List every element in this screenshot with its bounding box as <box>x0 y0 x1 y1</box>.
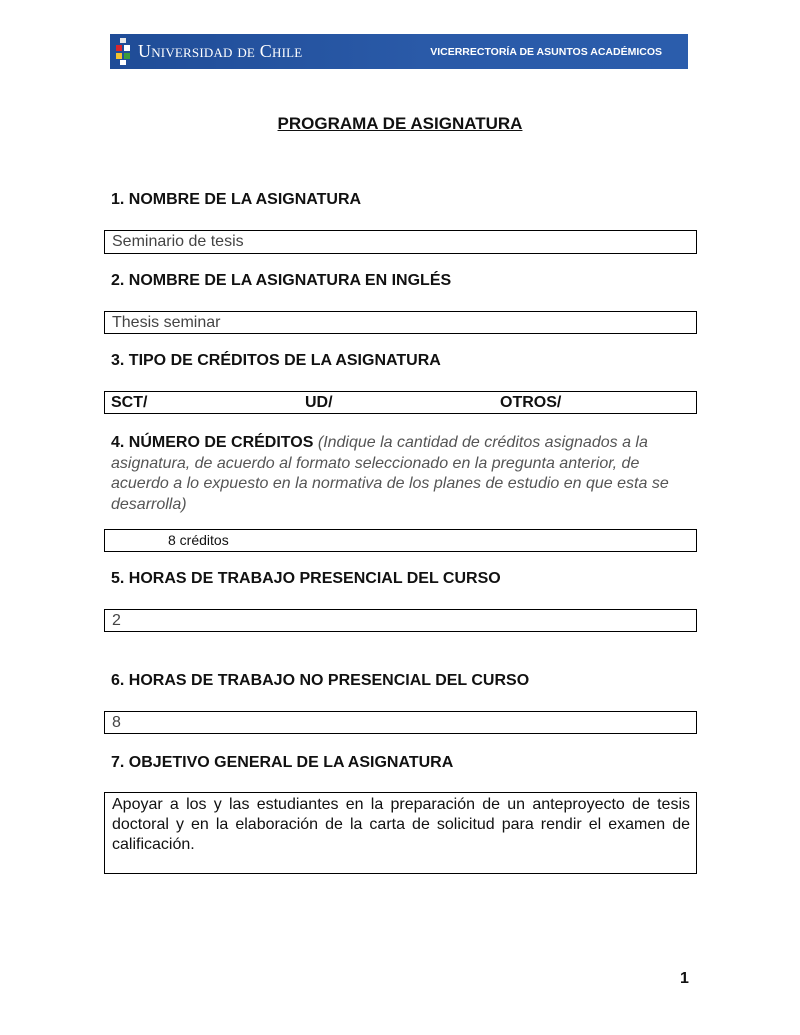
page-title: PROGRAMA DE ASIGNATURA <box>277 114 523 133</box>
section-4-title: 4. NÚMERO DE CRÉDITOS <box>111 434 314 451</box>
section-3-heading: 3. TIPO DE CRÉDITOS DE LA ASIGNATURA <box>111 352 441 369</box>
credits-number-value: 8 créditos <box>168 532 229 548</box>
in-person-hours-field <box>104 609 697 632</box>
header-banner <box>110 34 688 69</box>
section-5-heading: 5. HORAS DE TRABAJO PRESENCIAL DEL CURSO <box>111 570 501 587</box>
course-name-value: Seminario de tesis <box>112 233 244 250</box>
course-name-english-value: Thesis seminar <box>112 314 221 331</box>
section-2-heading: 2. NOMBRE DE LA ASIGNATURA EN INGLÉS <box>111 272 452 289</box>
credit-type-field <box>104 391 697 414</box>
course-name-english-field <box>104 311 697 334</box>
non-presential-hours-field <box>104 711 697 734</box>
university-name: Universidad de Chile <box>138 41 303 61</box>
section-4-note: (Indique la cantidad de créditos asignados a la asignatura, de acuerdo al formato seleccionado en la pregunta anterior, de acuerdo a lo expuesto en la normativa de los planes de estudio en que esta se desarrolla) <box>111 434 669 513</box>
general-objective-field: Apoyar a los y las estudiantes en la preparación de un anteproyecto de tesis doctoral y en la elaboración de la carta de solicitud para rendir el examen de calificación. <box>104 792 697 874</box>
course-name-field <box>104 230 697 254</box>
non-presential-hours-value: 8 <box>112 714 121 731</box>
section-4-heading <box>111 433 691 515</box>
section-6-heading: 6. HORAS DE TRABAJO NO PRESENCIAL DEL CURSO <box>111 672 530 689</box>
vicerrectoria-name: VICERRECTORÍA DE ASUNTOS ACADÉMICOS <box>430 46 662 58</box>
page-number: 1 <box>680 970 689 987</box>
otros-label: OTROS/ <box>500 394 562 411</box>
sct-label: SCT/ <box>111 394 148 411</box>
university-logo-icon <box>115 38 132 65</box>
section-1-heading: 1. NOMBRE DE LA ASIGNATURA <box>111 191 362 208</box>
ud-label: UD/ <box>305 394 333 411</box>
in-person-hours-value: 2 <box>112 612 121 629</box>
section-7-heading: 7. OBJETIVO GENERAL DE LA ASIGNATURA <box>111 754 454 771</box>
credits-number-field <box>104 529 697 552</box>
